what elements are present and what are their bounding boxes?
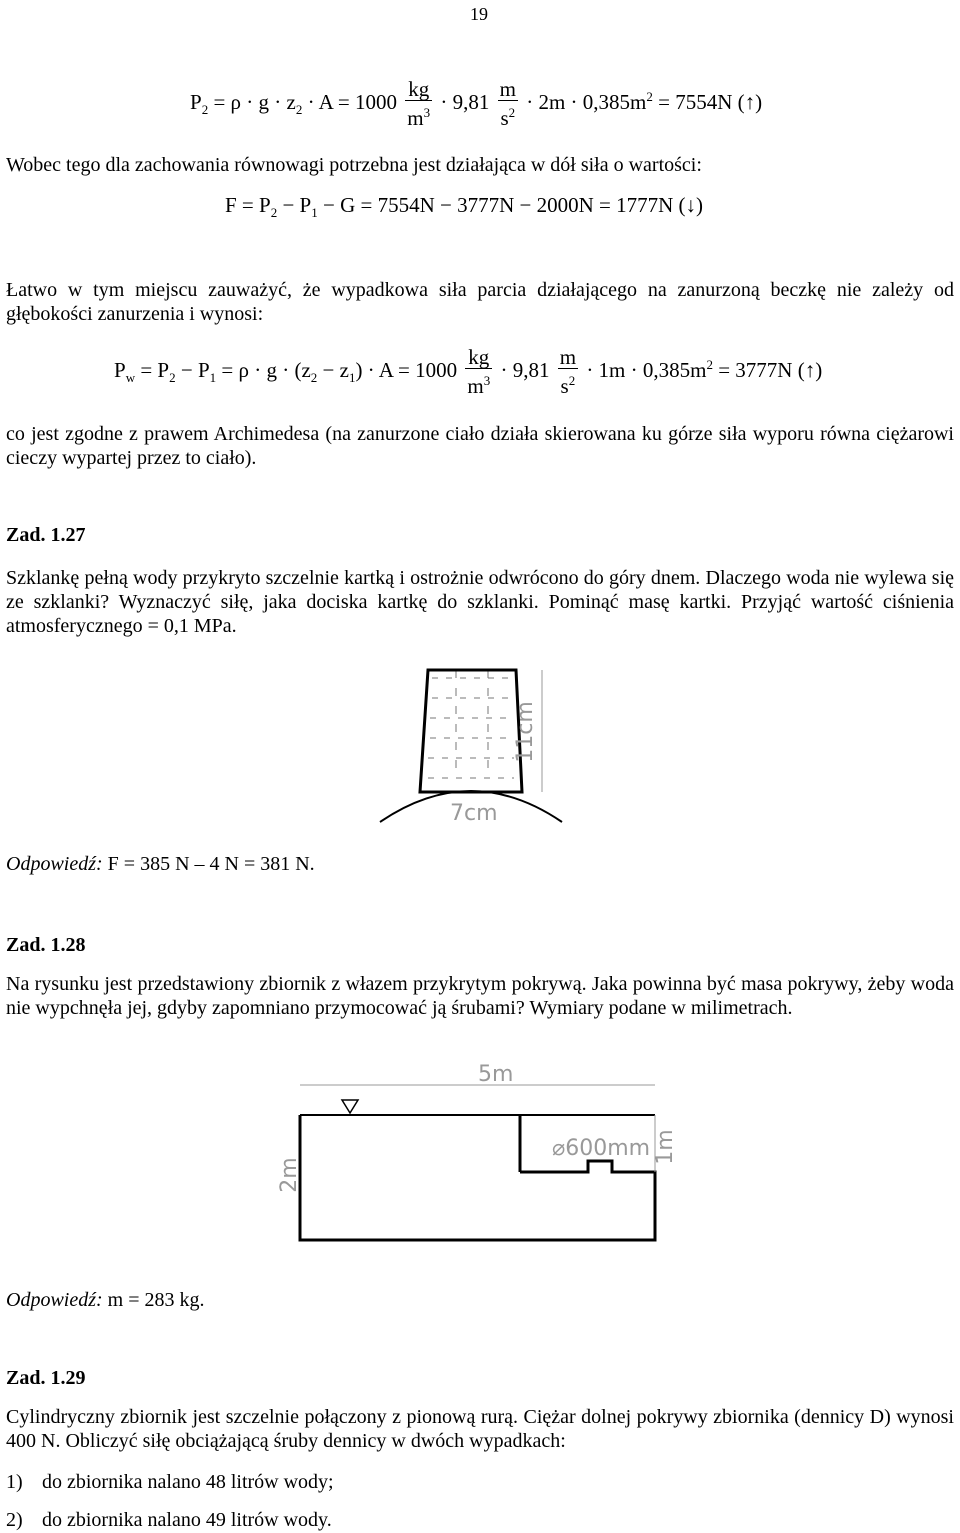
eq-p2-b: · 9,81 [440,89,490,114]
eq-pw-frac-accel [558,346,578,398]
glass-outline [420,670,522,792]
paragraph-wobec: Wobec tego dla zachowania równowagi potrzebna jest działająca w dół siła o wartości: [6,154,702,176]
frac-den-sup: 2 [508,105,516,120]
eq-p2-lhs: P [190,89,202,114]
eq-pw-d-sub: 2 [310,370,318,385]
answer-value: m = 283 kg. [102,1289,205,1311]
eq-p2-c-sup: 2 [646,88,653,104]
list-item-text: do zbiornika nalano 49 litrów wody. [42,1509,332,1531]
heading-zad-1-29: Zad. 1.29 [6,1367,86,1389]
answer-label: Odpowiedź: [6,853,103,875]
answer-label: Odpowiedź: [6,1289,103,1311]
equation-pw [114,346,822,398]
eq-pw-e-sub: 1 [348,370,356,385]
paragraph-zad-1-29: Cylindryczny zbiornik jest szczelnie połączony z pionową rurą. Ciężar dolnej pokrywy zbiornika (dennicy D) wynosi 400 N. Obliczyć siłę obciążającą śruby dennicy w dwóch wypadkach: [6,1406,954,1452]
equation-f [225,193,703,225]
list-item [6,1470,334,1494]
frac-den: s [500,106,509,130]
frac-num: m [559,345,577,369]
eq-p2-a: · A = 1000 [302,89,398,114]
eq-f-b: − P [277,193,312,217]
answer-value: F = 385 N – 4 N = 381 N. [102,853,315,875]
frac-den: s [560,374,569,398]
equation-p2 [190,78,762,130]
answer-zad-1-28 [6,1288,205,1312]
heading-zad-1-28: Zad. 1.28 [6,934,86,956]
fig-label-2m: 2m [277,1157,302,1193]
fig-label-11cm: 11cm [513,701,538,763]
eq-pw-b-sub: 2 [169,370,176,385]
paragraph-archimedes: co jest zgodne z prawem Archimedesa (na zanurzone ciało działa skierowana ku górze siła wyporu równa ciężarowi cieczy wypartej przez to ciało). [6,423,954,469]
figure-tank-with-hatch [260,1055,700,1265]
frac-num: m [499,77,516,101]
eq-p2-mid: = ρ · g · z [208,89,296,114]
eq-p2-c: · 2m · 0,385m [526,89,647,114]
eq-pw-h-sup: 2 [706,356,713,372]
eq-pw-result: = 3777N (↑) [712,357,823,382]
eq-pw-e: − z [317,357,349,382]
list-item [6,1508,332,1532]
answer-zad-1-27 [6,852,315,876]
eq-pw-c: − P [175,357,210,382]
page-number: 19 [470,4,488,24]
frac-num: kg [405,78,432,101]
figure-inverted-glass [330,660,590,840]
frac-den: m [467,374,484,398]
eq-f-a: F = P [225,193,271,217]
paragraph-zad-1-27: Szklankę pełną wody przykryto szczelnie kartką i ostrożnie odwrócono do góry dnem. Dlaczego woda nie wylewa się ze szklanki? Wyznaczyć siłę, jaka dociska kartkę do szklanki. Pominąć masę kartki. Przyjąć wartość ciśnienia atmosferycznego = 0,1 MPa. [6,567,954,637]
paragraph-latwo: Łatwo w tym miejscu zauważyć, że wypadkowa siła parcia działającego na zanurzoną beczkę nie zależy od głębokości zanurzenia i wynosi: [6,279,954,325]
water-level-marker [342,1100,358,1113]
eq-p2-frac-accel [498,78,518,130]
eq-p2-frac-density [405,78,432,130]
hatch-cover [560,1161,622,1172]
eq-pw-h: · 1m · 0,385m [586,357,707,382]
eq-p2-mid-sub: 2 [295,102,303,117]
frac-den-sup: 3 [483,373,491,388]
list-item-number: 1) [6,1471,23,1493]
frac-den: m [407,106,424,130]
list-item-text: do zbiornika nalano 48 litrów wody; [42,1471,334,1493]
eq-p2-result: = 7554N (↑) [652,89,763,114]
eq-pw-frac-density [465,346,492,398]
fig-label-1m: 1m [653,1129,678,1165]
eq-p2-lhs-sub: 2 [201,102,209,117]
fig-label-7cm: 7cm [450,801,498,826]
tank-outline [300,1115,655,1240]
fig-label-diameter: ⌀600mm [552,1136,651,1161]
eq-pw-g: · 9,81 [500,357,550,382]
frac-num: kg [465,346,492,369]
eq-pw-a: P [114,357,126,382]
frac-den-sup: 2 [568,373,576,388]
eq-f-c: − G = 7554N − 3777N − 2000N = 1777N (↓) [317,193,704,217]
heading-zad-1-27: Zad. 1.27 [6,524,86,546]
eq-pw-b: = P [135,357,170,382]
list-item-number: 2) [6,1509,23,1531]
eq-pw-d: = ρ · g · (z [216,357,311,382]
eq-f-a-sub: 2 [270,205,278,221]
frac-den-sup: 3 [423,105,431,120]
eq-pw-a-sub: w [125,370,136,385]
eq-pw-c-sub: 1 [209,370,217,385]
eq-f-b-sub: 1 [311,205,318,221]
water-hatching [428,670,514,778]
fig-label-5m: 5m [478,1062,514,1087]
paragraph-zad-1-28: Na rysunku jest przedstawiony zbiornik z włazem przykrytym pokrywą. Jaka powinna być masa pokrywy, żeby woda nie wypchnęła jej, gdyby zapomniano przymocować ją śrubami? Wymiary podane w milimetrach. [6,973,954,1019]
eq-pw-f: ) · A = 1000 [355,357,458,382]
